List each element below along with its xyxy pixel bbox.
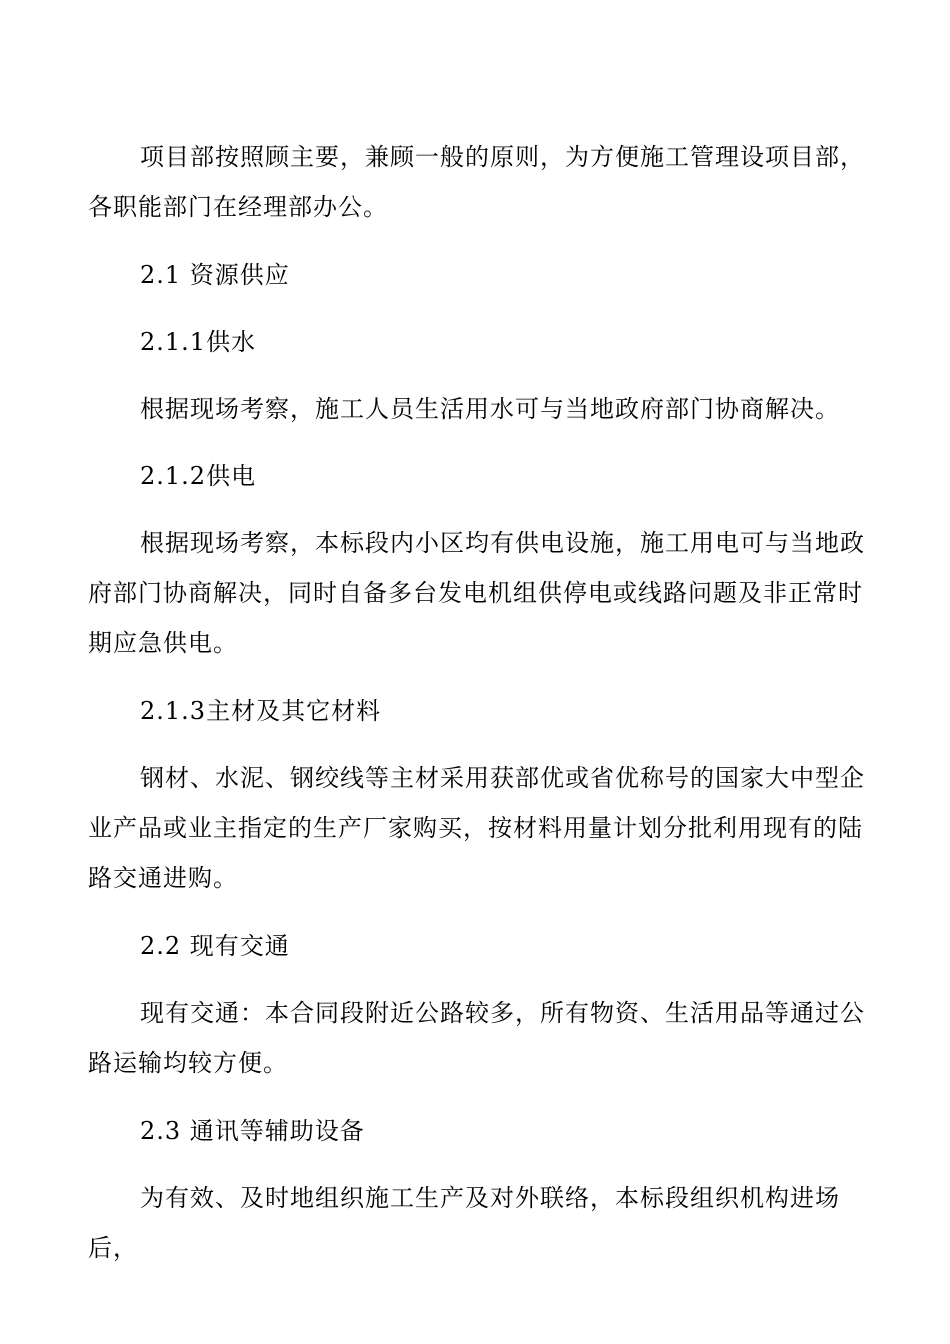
water-supply-paragraph: 根据现场考察，施工人员生活用水可与当地政府部门协商解决。 [140, 395, 840, 423]
communication-paragraph: 为有效、及时地组织施工生产及对外联络，本标段组织机构进场后， [88, 1184, 840, 1262]
section-heading-2-1: 2.1 资源供应 [140, 261, 290, 289]
section-heading-2-1-3: 2.1.3主材及其它材料 [140, 697, 382, 725]
section-heading-2-1-2: 2.1.2供电 [140, 462, 257, 490]
section-heading-2-3: 2.3 通讯等辅助设备 [140, 1117, 365, 1145]
intro-paragraph: 项目部按照顾主要，兼顾一般的原则，为方便施工管理设项目部，各职能部门在经理部办公。 [88, 143, 865, 221]
materials-paragraph: 钢材、水泥、钢绞线等主材采用获部优或省优称号的国家大中型企业产品或业主指定的生产厂家购买，按材料用量计划分批利用现有的陆路交通进购。 [88, 764, 865, 892]
section-heading-2-1-1: 2.1.1供水 [140, 328, 257, 356]
traffic-paragraph: 现有交通：本合同段附近公路较多，所有物资、生活用品等通过公路运输均较方便。 [88, 999, 865, 1077]
power-supply-paragraph: 根据现场考察，本标段内小区均有供电设施，施工用电可与当地政府部门协商解决，同时自备多台发电机组供停电或线路问题及非正常时期应急供电。 [88, 529, 865, 657]
section-heading-2-2: 2.2 现有交通 [140, 932, 290, 960]
